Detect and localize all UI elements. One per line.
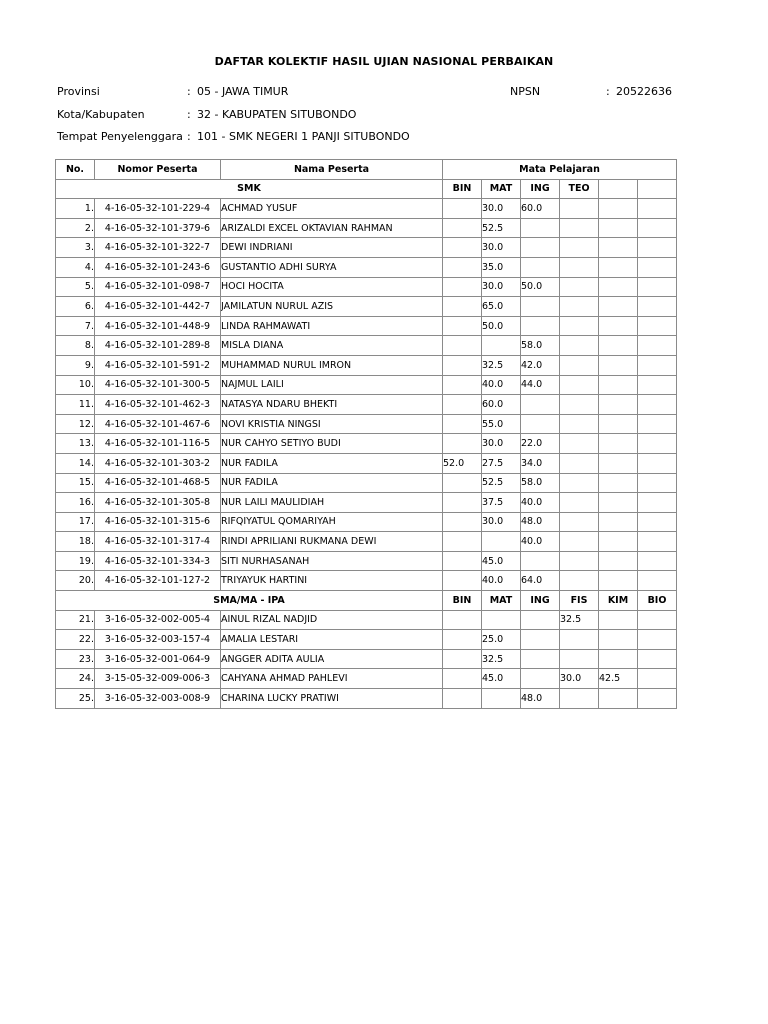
score-cell [638, 649, 677, 669]
npsn-value: 20522636 [616, 85, 672, 98]
score-cell [560, 199, 599, 219]
score-cell [638, 336, 677, 356]
participant-number: 3-16-05-32-001-064-9 [95, 649, 221, 669]
score-cell [599, 297, 638, 317]
score-cell [560, 689, 599, 709]
score-cell [599, 277, 638, 297]
table-row [56, 297, 677, 317]
score-cell [482, 336, 521, 356]
score-cell: 52.5 [482, 218, 521, 238]
score-cell [521, 297, 560, 317]
score-cell [521, 669, 560, 689]
results-table [55, 159, 677, 709]
participant-name: NUR FADILA [221, 453, 443, 473]
participant-name: NUR LAILI MAULIDIAH [221, 493, 443, 513]
score-cell [443, 571, 482, 591]
table-row [56, 336, 677, 356]
score-cell [638, 218, 677, 238]
score-cell: 37.5 [482, 493, 521, 513]
score-cell [560, 297, 599, 317]
score-cell [599, 336, 638, 356]
npsn-label: NPSN [510, 85, 541, 98]
participant-name: LINDA RAHMAWATI [221, 316, 443, 336]
row-number: 20. [56, 571, 95, 591]
participant-number: 4-16-05-32-101-243-6 [95, 257, 221, 277]
table-header-row [56, 160, 677, 180]
row-number: 7. [56, 316, 95, 336]
score-cell [521, 551, 560, 571]
score-cell [599, 493, 638, 513]
row-number: 3. [56, 238, 95, 258]
score-cell [443, 610, 482, 630]
participant-name: CAHYANA AHMAD PAHLEVI [221, 669, 443, 689]
score-cell: 48.0 [521, 512, 560, 532]
score-cell [521, 649, 560, 669]
score-cell [638, 316, 677, 336]
table-row [56, 257, 677, 277]
score-cell [599, 395, 638, 415]
score-cell [599, 199, 638, 219]
score-cell [638, 277, 677, 297]
header-mata-pelajaran: Mata Pelajaran [443, 160, 677, 180]
participant-name: AINUL RIZAL NADJID [221, 610, 443, 630]
participant-number: 3-16-05-32-003-008-9 [95, 689, 221, 709]
score-cell [599, 512, 638, 532]
score-cell: 45.0 [482, 669, 521, 689]
table-row [56, 199, 677, 219]
score-cell [482, 689, 521, 709]
participant-name: RIFQIYATUL QOMARIYAH [221, 512, 443, 532]
provinsi-colon: : [187, 85, 191, 98]
participant-number: 4-16-05-32-101-322-7 [95, 238, 221, 258]
participant-number: 4-16-05-32-101-300-5 [95, 375, 221, 395]
score-cell: 30.0 [482, 238, 521, 258]
row-number: 21. [56, 610, 95, 630]
score-cell: 32.5 [482, 355, 521, 375]
score-cell [599, 473, 638, 493]
header-nama-peserta: Nama Peserta [221, 160, 443, 180]
score-cell [599, 375, 638, 395]
row-number: 9. [56, 355, 95, 375]
subject-header [599, 179, 638, 199]
score-cell: 40.0 [482, 375, 521, 395]
participant-number: 4-16-05-32-101-448-9 [95, 316, 221, 336]
score-cell [560, 571, 599, 591]
table-row [56, 238, 677, 258]
provinsi-value: 05 - JAWA TIMUR [197, 85, 289, 98]
participant-name: ARIZALDI EXCEL OKTAVIAN RAHMAN [221, 218, 443, 238]
score-cell [638, 551, 677, 571]
participant-name: GUSTANTIO ADHI SURYA [221, 257, 443, 277]
score-cell [560, 512, 599, 532]
score-cell [560, 238, 599, 258]
subject-header: MAT [482, 591, 521, 611]
score-cell [443, 355, 482, 375]
score-cell: 44.0 [521, 375, 560, 395]
row-number: 8. [56, 336, 95, 356]
score-cell: 27.5 [482, 453, 521, 473]
participant-number: 3-16-05-32-002-005-4 [95, 610, 221, 630]
score-cell [560, 453, 599, 473]
participant-number: 4-16-05-32-101-317-4 [95, 532, 221, 552]
score-cell [599, 218, 638, 238]
participant-name: MUHAMMAD NURUL IMRON [221, 355, 443, 375]
score-cell [638, 493, 677, 513]
score-cell: 30.0 [560, 669, 599, 689]
subject-header: MAT [482, 179, 521, 199]
participant-name: NUR CAHYO SETIYO BUDI [221, 434, 443, 454]
score-cell: 40.0 [521, 493, 560, 513]
score-cell: 58.0 [521, 473, 560, 493]
row-number: 25. [56, 689, 95, 709]
table-body [56, 179, 677, 708]
score-cell: 60.0 [521, 199, 560, 219]
participant-name: JAMILATUN NURUL AZIS [221, 297, 443, 317]
table-row [56, 434, 677, 454]
score-cell [443, 375, 482, 395]
score-cell [560, 395, 599, 415]
score-cell [599, 238, 638, 258]
row-number: 13. [56, 434, 95, 454]
score-cell: 34.0 [521, 453, 560, 473]
participant-number: 4-16-05-32-101-098-7 [95, 277, 221, 297]
row-number: 4. [56, 257, 95, 277]
score-cell [599, 414, 638, 434]
table-row [56, 493, 677, 513]
score-cell [638, 375, 677, 395]
provinsi-label: Provinsi [57, 85, 100, 98]
participant-number: 4-16-05-32-101-591-2 [95, 355, 221, 375]
participant-number: 4-16-05-32-101-379-6 [95, 218, 221, 238]
section-header-row [56, 591, 677, 611]
score-cell: 22.0 [521, 434, 560, 454]
score-cell [443, 669, 482, 689]
table-row [56, 610, 677, 630]
score-cell [521, 218, 560, 238]
score-cell [560, 277, 599, 297]
score-cell [443, 316, 482, 336]
subject-header [638, 179, 677, 199]
score-cell [638, 297, 677, 317]
participant-name: TRIYAYUK HARTINI [221, 571, 443, 591]
score-cell [599, 257, 638, 277]
score-cell: 30.0 [482, 434, 521, 454]
subject-header: ING [521, 179, 560, 199]
section-name: SMK [56, 179, 443, 199]
row-number: 1. [56, 199, 95, 219]
subject-header: TEO [560, 179, 599, 199]
participant-number: 4-16-05-32-101-462-3 [95, 395, 221, 415]
score-cell [638, 199, 677, 219]
score-cell [443, 336, 482, 356]
table-row [56, 512, 677, 532]
kota-colon: : [187, 108, 191, 121]
score-cell [638, 434, 677, 454]
tempat-value: 101 - SMK NEGERI 1 PANJI SITUBONDO [197, 130, 410, 143]
participant-number: 4-16-05-32-101-127-2 [95, 571, 221, 591]
row-number: 2. [56, 218, 95, 238]
score-cell [638, 512, 677, 532]
score-cell [599, 316, 638, 336]
row-number: 16. [56, 493, 95, 513]
participant-number: 3-15-05-32-009-006-3 [95, 669, 221, 689]
score-cell [599, 434, 638, 454]
table-row [56, 630, 677, 650]
score-cell [638, 610, 677, 630]
kota-value: 32 - KABUPATEN SITUBONDO [197, 108, 357, 121]
participant-number: 4-16-05-32-101-116-5 [95, 434, 221, 454]
score-cell [443, 434, 482, 454]
table-row [56, 453, 677, 473]
score-cell [443, 297, 482, 317]
subject-header: ING [521, 591, 560, 611]
score-cell [443, 649, 482, 669]
participant-number: 4-16-05-32-101-289-8 [95, 336, 221, 356]
score-cell [638, 238, 677, 258]
score-cell [443, 395, 482, 415]
row-number: 22. [56, 630, 95, 650]
score-cell [443, 473, 482, 493]
score-cell [599, 355, 638, 375]
score-cell [560, 532, 599, 552]
score-cell [638, 395, 677, 415]
row-number: 14. [56, 453, 95, 473]
score-cell [638, 414, 677, 434]
score-cell [599, 551, 638, 571]
table-row [56, 689, 677, 709]
score-cell [638, 355, 677, 375]
table-row [56, 669, 677, 689]
table-row [56, 375, 677, 395]
score-cell [560, 257, 599, 277]
score-cell [560, 414, 599, 434]
score-cell [443, 277, 482, 297]
score-cell [560, 218, 599, 238]
row-number: 5. [56, 277, 95, 297]
kota-label: Kota/Kabupaten [57, 108, 145, 121]
row-number: 24. [56, 669, 95, 689]
score-cell: 50.0 [482, 316, 521, 336]
score-cell: 30.0 [482, 512, 521, 532]
score-cell [599, 689, 638, 709]
score-cell [560, 355, 599, 375]
table-row [56, 414, 677, 434]
score-cell [599, 453, 638, 473]
score-cell [443, 630, 482, 650]
score-cell [443, 689, 482, 709]
table-row [56, 277, 677, 297]
participant-name: NUR FADILA [221, 473, 443, 493]
score-cell [599, 630, 638, 650]
tempat-label: Tempat Penyelenggara [57, 130, 183, 143]
table-row [56, 551, 677, 571]
score-cell [443, 532, 482, 552]
score-cell [560, 630, 599, 650]
score-cell: 25.0 [482, 630, 521, 650]
score-cell [521, 316, 560, 336]
table-row [56, 571, 677, 591]
row-number: 11. [56, 395, 95, 415]
document-title: DAFTAR KOLEKTIF HASIL UJIAN NASIONAL PERBAIKAN [214, 55, 554, 68]
score-cell [443, 414, 482, 434]
section-header-row [56, 179, 677, 199]
score-cell [638, 532, 677, 552]
score-cell [443, 238, 482, 258]
subject-header: BIO [638, 591, 677, 611]
row-number: 6. [56, 297, 95, 317]
row-number: 18. [56, 532, 95, 552]
score-cell [443, 257, 482, 277]
score-cell: 40.0 [521, 532, 560, 552]
score-cell [599, 532, 638, 552]
participant-name: RINDI APRILIANI RUKMANA DEWI [221, 532, 443, 552]
score-cell: 58.0 [521, 336, 560, 356]
participant-name: ANGGER ADITA AULIA [221, 649, 443, 669]
score-cell [482, 532, 521, 552]
participant-name: HOCI HOCITA [221, 277, 443, 297]
score-cell [521, 414, 560, 434]
score-cell [521, 630, 560, 650]
score-cell [560, 551, 599, 571]
score-cell: 55.0 [482, 414, 521, 434]
score-cell [638, 453, 677, 473]
score-cell: 50.0 [521, 277, 560, 297]
score-cell [638, 630, 677, 650]
score-cell: 42.5 [599, 669, 638, 689]
score-cell [638, 473, 677, 493]
participant-number: 4-16-05-32-101-229-4 [95, 199, 221, 219]
subject-header: BIN [443, 179, 482, 199]
score-cell: 52.0 [443, 453, 482, 473]
score-cell: 32.5 [482, 649, 521, 669]
score-cell [560, 473, 599, 493]
score-cell: 30.0 [482, 277, 521, 297]
row-number: 23. [56, 649, 95, 669]
participant-name: CHARINA LUCKY PRATIWI [221, 689, 443, 709]
score-cell [521, 610, 560, 630]
participant-name: AMALIA LESTARI [221, 630, 443, 650]
header-no: No. [56, 160, 95, 180]
table-row [56, 218, 677, 238]
score-cell: 42.0 [521, 355, 560, 375]
participant-name: DEWI INDRIANI [221, 238, 443, 258]
row-number: 12. [56, 414, 95, 434]
score-cell: 48.0 [521, 689, 560, 709]
subject-header: FIS [560, 591, 599, 611]
score-cell [521, 238, 560, 258]
row-number: 19. [56, 551, 95, 571]
subject-header: KIM [599, 591, 638, 611]
score-cell: 52.5 [482, 473, 521, 493]
score-cell: 35.0 [482, 257, 521, 277]
header-nomor-peserta: Nomor Peserta [95, 160, 221, 180]
table-row [56, 355, 677, 375]
score-cell [560, 375, 599, 395]
score-cell [560, 336, 599, 356]
table-row [56, 316, 677, 336]
section-name: SMA/MA - IPA [56, 591, 443, 611]
score-cell [560, 649, 599, 669]
score-cell: 30.0 [482, 199, 521, 219]
score-cell [443, 199, 482, 219]
table-row [56, 649, 677, 669]
participant-name: NAJMUL LAILI [221, 375, 443, 395]
score-cell [638, 669, 677, 689]
score-cell [560, 316, 599, 336]
score-cell: 32.5 [560, 610, 599, 630]
row-number: 10. [56, 375, 95, 395]
subject-header: BIN [443, 591, 482, 611]
score-cell: 65.0 [482, 297, 521, 317]
table-row [56, 395, 677, 415]
npsn-colon: : [606, 85, 610, 98]
score-cell [521, 257, 560, 277]
score-cell: 60.0 [482, 395, 521, 415]
score-cell: 64.0 [521, 571, 560, 591]
table-row [56, 473, 677, 493]
row-number: 15. [56, 473, 95, 493]
row-number: 17. [56, 512, 95, 532]
participant-number: 4-16-05-32-101-468-5 [95, 473, 221, 493]
participant-name: NATASYA NDARU BHEKTI [221, 395, 443, 415]
participant-number: 4-16-05-32-101-467-6 [95, 414, 221, 434]
score-cell [443, 218, 482, 238]
score-cell [599, 649, 638, 669]
score-cell [638, 257, 677, 277]
score-cell [521, 395, 560, 415]
participant-number: 3-16-05-32-003-157-4 [95, 630, 221, 650]
score-cell [560, 493, 599, 513]
score-cell [443, 551, 482, 571]
participant-number: 4-16-05-32-101-334-3 [95, 551, 221, 571]
score-cell [599, 610, 638, 630]
score-cell: 40.0 [482, 571, 521, 591]
table-row [56, 532, 677, 552]
participant-name: NOVI KRISTIA NINGSI [221, 414, 443, 434]
participant-name: SITI NURHASANAH [221, 551, 443, 571]
score-cell [443, 493, 482, 513]
score-cell: 45.0 [482, 551, 521, 571]
score-cell [638, 689, 677, 709]
participant-number: 4-16-05-32-101-442-7 [95, 297, 221, 317]
participant-number: 4-16-05-32-101-303-2 [95, 453, 221, 473]
score-cell [560, 434, 599, 454]
participant-number: 4-16-05-32-101-305-8 [95, 493, 221, 513]
participant-name: ACHMAD YUSUF [221, 199, 443, 219]
tempat-colon: : [187, 130, 191, 143]
participant-number: 4-16-05-32-101-315-6 [95, 512, 221, 532]
participant-name: MISLA DIANA [221, 336, 443, 356]
score-cell [443, 512, 482, 532]
score-cell [599, 571, 638, 591]
score-cell [482, 610, 521, 630]
score-cell [638, 571, 677, 591]
